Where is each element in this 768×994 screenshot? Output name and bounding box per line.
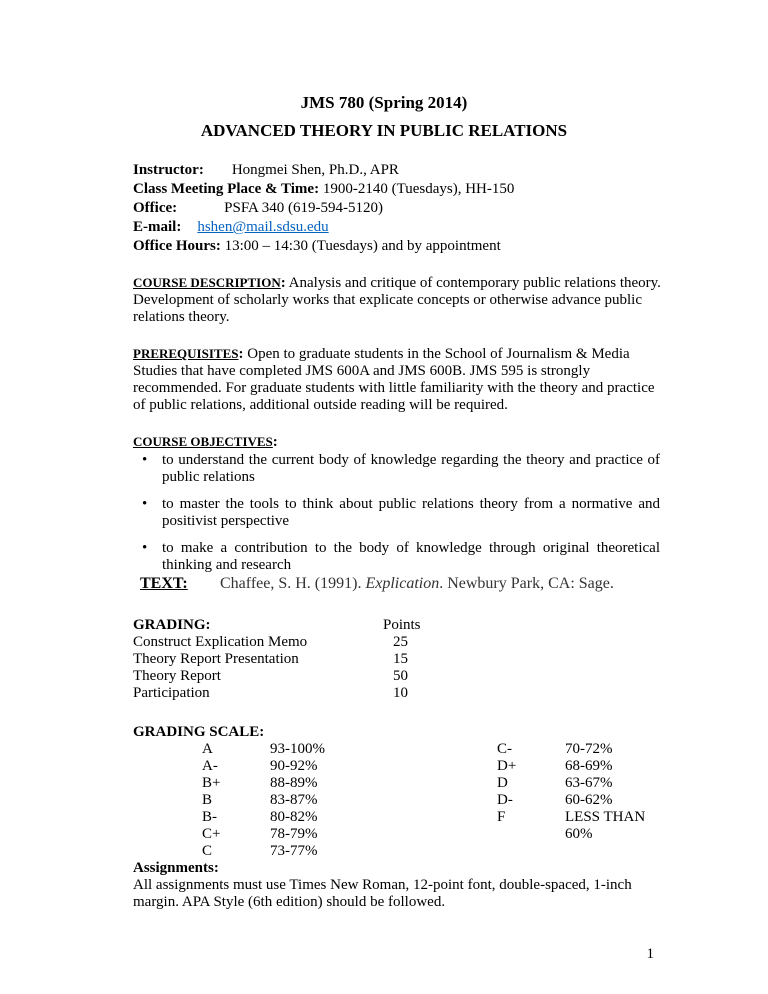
scale-grade: C+: [202, 826, 221, 842]
email-link[interactable]: hshen@mail.sdsu.edu: [197, 219, 329, 235]
grading-item: Participation: [133, 685, 210, 701]
page-number: 1: [646, 946, 654, 962]
scale-label: [133, 724, 264, 741]
scale-grade: B+: [202, 775, 221, 791]
scale-grade: C-: [497, 741, 512, 757]
textbook-label: [140, 574, 188, 593]
bullet-icon: •: [142, 540, 148, 556]
instructor-row: [133, 162, 399, 179]
prerequisites-colon: :: [238, 346, 244, 362]
scale-range: 78-79%: [270, 826, 318, 842]
scale-grade: C: [202, 843, 213, 859]
scale-range: 83-87%: [270, 792, 318, 808]
scale-range: 68-69%: [565, 758, 613, 774]
scale-range: 90-92%: [270, 758, 318, 774]
description-text: Analysis and critique of contemporary public relations theory. Development of scholarly works that explicate concepts or otherwise advance public relations theory.: [133, 275, 661, 325]
objective-item: [142, 540, 660, 574]
meeting-label: Class Meeting Place & Time:: [133, 181, 320, 197]
grading-points: 25: [393, 634, 408, 650]
objective-text: to make a contribution to the body of knowledge through original theoretical thinking and research: [162, 540, 660, 573]
scale-range: 63-67%: [565, 775, 613, 791]
scale-range: LESS THAN: [565, 809, 646, 825]
scale-range: 93-100%: [270, 741, 325, 757]
meeting-row: [133, 181, 514, 198]
instructor-value: Hongmei Shen, Ph.D., APR: [231, 162, 399, 178]
bullet-icon: •: [142, 452, 148, 468]
grading-points: 15: [393, 651, 408, 667]
scale-grade: D+: [497, 758, 517, 774]
textbook-label-text: TEXT:: [140, 575, 188, 592]
email-label: E-mail:: [133, 219, 182, 235]
grading-points: 50: [393, 668, 408, 684]
citation-title: Explication: [365, 575, 440, 592]
scale-range: 88-89%: [270, 775, 318, 791]
assignments-label-text: Assignments:: [133, 860, 219, 876]
scale-label-text: GRADING SCALE:: [133, 724, 265, 740]
points-header: Points: [383, 617, 421, 633]
meeting-value: 1900-2140 (Tuesdays), HH-150: [322, 181, 515, 197]
email-row: [133, 219, 329, 236]
scale-range: 70-72%: [565, 741, 613, 757]
textbook-citation: [220, 574, 614, 593]
office-label: Office:: [133, 200, 178, 216]
course-line: JMS 780 (Spring 2014): [300, 93, 468, 112]
scale-grade: B-: [202, 809, 217, 825]
prerequisites-label: PREREQUISITES: [133, 346, 239, 361]
grading-item: Theory Report Presentation: [133, 651, 299, 667]
office-value: PSFA 340 (619-594-5120): [224, 200, 384, 216]
objectives-colon: :: [272, 434, 278, 450]
hours-label: Office Hours:: [133, 238, 221, 254]
grading-item: Construct Explication Memo: [133, 634, 308, 650]
scale-grade: A-: [202, 758, 218, 774]
scale-range: 60-62%: [565, 792, 613, 808]
scale-grade: A: [202, 741, 213, 757]
objectives-label: COURSE OBJECTIVES: [133, 434, 273, 449]
course-title: ADVANCED THEORY IN PUBLIC RELATIONS: [200, 121, 568, 140]
description-colon: :: [280, 275, 286, 291]
scale-range: 60%: [565, 826, 593, 842]
citation-post: . Newbury Park, CA: Sage.: [439, 575, 614, 592]
citation-pre: Chaffee, S. H. (1991).: [220, 575, 366, 592]
instructor-label: Instructor:: [133, 162, 204, 178]
grading-item: Theory Report: [133, 668, 221, 684]
objective-item: [142, 452, 660, 486]
objective-text: to master the tools to think about public relations theory from a normative and positivist perspective: [162, 496, 660, 529]
scale-grade: F: [497, 809, 506, 825]
assignments-label: [133, 860, 219, 877]
course-description: [133, 274, 663, 326]
hours-value: 13:00 – 14:30 (Tuesdays) and by appointment: [224, 238, 501, 254]
objectives-heading: [133, 433, 278, 451]
grading-label: [133, 617, 211, 634]
scale-range: 80-82%: [270, 809, 318, 825]
bullet-icon: •: [142, 496, 148, 512]
scale-range: 73-77%: [270, 843, 318, 859]
grading-points: 10: [393, 685, 408, 701]
prerequisites-text: Open to graduate students in the School of Journalism & Media Studies that have completed JMS 600A and JMS 600B. JMS 595 is strongly recommended. For graduate students with little familiarity with the theory and practice of public relations, additional outside reading will be required.: [133, 346, 655, 413]
assignments-text: All assignments must use Times New Roman, 12-point font, double-spaced, 1-inch margin. APA Style (6th edition) should be followed.: [133, 877, 632, 910]
prerequisites: [133, 345, 663, 414]
objective-item: [142, 496, 660, 530]
objective-text: to understand the current body of knowledge regarding the theory and practice of public relations: [162, 452, 660, 485]
grading-label-text: GRADING:: [133, 617, 211, 633]
scale-grade: D: [497, 775, 508, 791]
office-row: [133, 200, 383, 217]
hours-row: [133, 238, 501, 255]
scale-grade: B: [202, 792, 213, 808]
scale-grade: D-: [497, 792, 513, 808]
description-label: COURSE DESCRIPTION: [133, 275, 281, 290]
